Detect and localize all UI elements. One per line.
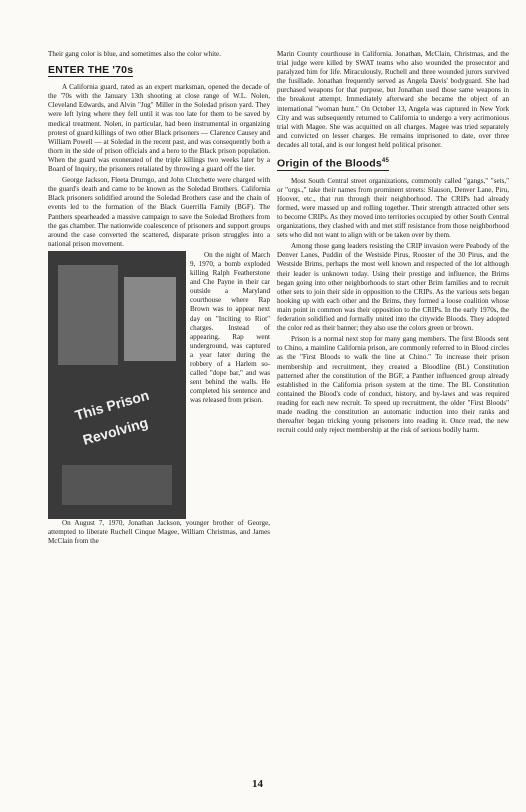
right-column — [277, 50, 509, 437]
paragraph-marin-courthouse: Marin County courthouse in California. Jonathan, McClain, Christmas, and the trial judge were killed by SWAT teams who also wounded the prosecutor and paralyzed him for life. Miraculously, Ruchell and three wounded jurors survived the fusillade. Jonathan frequently served as Angela Davis' bodyguard. She had purchased weapons for that purpose, but Jonathan used those same weapons in the breakout attempt. Immediately afterward she became the object of an international "woman hunt." On October 13, Angela was captured in New York City and was subsequently returned to California to undergo a very acrimonious trial with Magee. She was acquitted on all charges. Magee was tried separately and convicted on lesser charges. He remains imprisoned to date, over three decades all total, and is our longest held political prisoner. — [277, 50, 509, 149]
page-number: 14 — [252, 778, 263, 790]
paragraph-jonathan-jackson: On August 7, 1970, Jonathan Jackson, younger brother of George, attempted to liberate Ruchell Cinque Magee, William Christmas, and James McClain from the — [48, 518, 270, 546]
photo-block — [62, 465, 172, 505]
photo-block — [58, 265, 118, 365]
photo-caption-line-1: This Prison — [73, 386, 151, 424]
section-heading-bloods — [277, 157, 509, 171]
figure-wrap — [48, 251, 270, 519]
paragraph-march-bombing: On the night of March 9, 1970, a bomb exploded killing Ralph Featherstone and Che Payne in their car outside a Maryland courthouse where Rap Brown was to appear next day on "Inciting to Riot" charges. Instead of appearing, Rap went underground, was captured a year later during the robbery of a Harlem so-called "dope bar," and was sent behind the walls. He completed his sentence and was released from prison. — [190, 250, 270, 405]
figure-side-text — [190, 251, 270, 519]
heading-text: ENTER THE '70s — [48, 64, 134, 77]
left-column — [48, 50, 270, 548]
paragraph-soledad-brothers: George Jackson, Fleeta Drumgo, and John Clutchette were charged with the guard's death and came to be known as the Soledad Brothers. California Black prisoners solidified around the Soledad Brothers case and the chain of events led to the formation of the Black Guerrilla Family (BGF). The Panthers spearheaded a massive campaign to save the Soledad Brothers from the gas chamber. The nationwide coalescence of prisoners and support groups around the case converted the scattered, disparate prison struggles into a national prison movement. — [48, 176, 270, 248]
paragraph-gang-leaders: Among those gang leaders resisting the CRIP invasion were Peabody of the Denver Lanes, Puddin of the Westside Pirus, Rooster of the 30 Pirus, and the Westside Brims, perhaps the most well known and respected of the lot although their leader is unknown today. Using their prestige and influence, the Brims began going into other neighborhoods to start other Brim families and to recruit other sets to join their side in opposition to the CRIPs. As the various sets began hooking up with each other and the Brims, they formed a loose coalition whose main point in common was their opposition to the CRIPs. In the early 1970s, the federation solidified and formally united into the citywide Bloods. They adopted the color red as their banner; they also use the colors green or brown. — [277, 242, 509, 333]
paragraph-street-orgs: Most South Central street organizations, commonly called "gangs," "sets," or "orgs.," take their names from prominent streets: Slauson, Denver Lane, Piru, Hoover, etc., that run through their neighborhood. The CRIPs had already formed, were massed up and rolling together. Their strength attracted other sets to become CRIPs. As they moved into territories occupied by other South Central organizations, they clashed with and met stiff resistance from those neighborhood sets who did not want to align with or be taken over by them. — [277, 176, 510, 240]
heading-title: Origin of the Bloods — [277, 157, 382, 170]
photo-caption-line-2: Revolving — [80, 413, 150, 448]
photo-block — [124, 277, 176, 361]
prison-photo — [48, 251, 186, 519]
section-heading-70s — [48, 66, 270, 77]
footnote-marker: 45 — [381, 158, 389, 165]
heading-text — [277, 157, 389, 171]
paragraph-prison-recruitment: Prison is a normal next stop for many gang members. The first Bloods sent to Chino, a mainline California prison, are commonly referred to in Blood circles as the "First Bloods to walk the line at Chino." To increase their prison membership and recruitment, they created a Bloodline (BL) Constitution patterned after the constitution of the BGF, a Panther influenced group already established in the California prison system at the time. The BL Constitution contained the Blood's code of conduct, history, and by-laws and was required reading for each new recruit. To speed up recruitment, the older "First Bloods" made reading the constitution an automatic induction into their ranks and thereafter began tricking young prisoners into reading it. Once read, the new recruit could only reject membership at the risk of serious bodily harm. — [277, 335, 509, 435]
paragraph-soledad-shooting: A California guard, rated as an expert marksman, opened the decade of the '70s with the January 13th shooting at close range of W.L. Nolen, Cleveland Edwards, and Alvin "Jug" Miller in the Soledad prison yard. They were left lying where they fell until it was too late for them to be saved by medical treatment. Nolen, in particular, had been instrumental in organizing protest of guard killings of two other Black prisoners — Clarence Causey and William Powell — at Soledad in the recent past, and was consequently both a thorn in the side of prison officials and a hero to the Black prison population. When the guard was exonerated of the triple killings two weeks later by a Board of Inquiry, the prisoners retaliated by throwing a guard off the tier. — [48, 83, 270, 174]
paragraph-gang-color: Their gang color is blue, and sometimes also the color white. — [48, 50, 221, 58]
